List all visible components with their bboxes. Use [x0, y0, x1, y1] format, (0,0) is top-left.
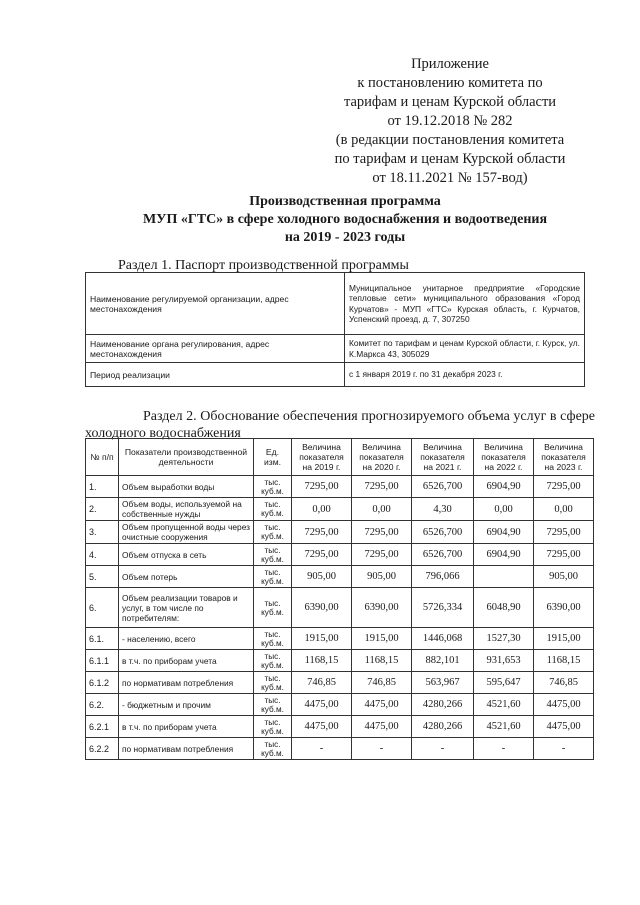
table-row [86, 694, 594, 716]
value-2020: 7295,00 [352, 544, 412, 566]
value-2020: 0,00 [352, 498, 412, 521]
appendix-line: к постановлению комитета по [357, 75, 543, 91]
passport-table [85, 272, 585, 387]
value-2023: 746,85 [534, 672, 594, 694]
row-number: 6.1.1 [86, 650, 119, 672]
value-2021: 6526,700 [412, 544, 474, 566]
row-number: 1. [86, 476, 119, 498]
value-2023: 1915,00 [534, 628, 594, 650]
indicator-name: - бюджетным и прочим [119, 694, 254, 716]
value-2022: 6048,90 [474, 588, 534, 628]
value-2021: 6526,700 [412, 521, 474, 544]
table-row [86, 544, 594, 566]
value-2019: 1915,00 [292, 628, 352, 650]
row-number: 6.1.2 [86, 672, 119, 694]
value-2023: 7295,00 [534, 521, 594, 544]
table-row [86, 716, 594, 738]
unit-cell: тыс. куб.м. [254, 521, 292, 544]
value-2019: 0,00 [292, 498, 352, 521]
header-cell: Показатели производственной деятельности [119, 439, 254, 476]
indicators-table [85, 438, 594, 760]
value-2022: 4521,60 [474, 694, 534, 716]
indicator-name: по нормативам потребления [119, 738, 254, 760]
table-row [86, 476, 594, 498]
row-number: 4. [86, 544, 119, 566]
passport-value: Комитет по тарифам и ценам Курской области, г. Курск, ул. К.Маркса 43, 305029 [345, 335, 585, 363]
indicator-name: Объем выработки воды [119, 476, 254, 498]
appendix-line: от 19.12.2018 № 282 [387, 113, 513, 129]
row-number: 6.1. [86, 628, 119, 650]
table-row [86, 650, 594, 672]
value-2021: 5726,334 [412, 588, 474, 628]
value-2019: 7295,00 [292, 521, 352, 544]
value-2022: 0,00 [474, 498, 534, 521]
appendix-block [300, 55, 600, 188]
value-2021: 1446,068 [412, 628, 474, 650]
passport-label: Наименование регулируемой организации, адрес местонахождения [86, 273, 345, 335]
unit-cell: тыс. куб.м. [254, 628, 292, 650]
value-2021: 6526,700 [412, 476, 474, 498]
appendix-line: по тарифам и ценам Курской области [334, 151, 566, 167]
value-2020: 1915,00 [352, 628, 412, 650]
table-row [86, 566, 594, 588]
value-2021: - [412, 738, 474, 760]
value-2021: 882,101 [412, 650, 474, 672]
value-2023: 1168,15 [534, 650, 594, 672]
value-2022: 6904,90 [474, 544, 534, 566]
value-2023: 7295,00 [534, 544, 594, 566]
value-2020: 4475,00 [352, 716, 412, 738]
value-2022: 4521,60 [474, 716, 534, 738]
value-2022: 6904,90 [474, 476, 534, 498]
unit-cell: тыс. куб.м. [254, 716, 292, 738]
value-2021: 4280,266 [412, 716, 474, 738]
value-2023: 6390,00 [534, 588, 594, 628]
table-row [86, 588, 594, 628]
title-line: МУП «ГТС» в сфере холодного водоснабжения и водоотведения [142, 212, 548, 227]
value-2021: 4280,266 [412, 694, 474, 716]
table-row [86, 628, 594, 650]
value-2020: 6390,00 [352, 588, 412, 628]
unit-cell: тыс. куб.м. [254, 544, 292, 566]
title-line: Производственная программа [249, 194, 441, 209]
unit-cell: тыс. куб.м. [254, 650, 292, 672]
value-2022: 1527,30 [474, 628, 534, 650]
value-2019: - [292, 738, 352, 760]
value-2020: 1168,15 [352, 650, 412, 672]
header-cell: Величина показателя на 2019 г. [292, 439, 352, 476]
unit-cell: тыс. куб.м. [254, 672, 292, 694]
value-2023: 4475,00 [534, 716, 594, 738]
value-2020: 746,85 [352, 672, 412, 694]
row-number: 6. [86, 588, 119, 628]
value-2019: 6390,00 [292, 588, 352, 628]
row-number: 3. [86, 521, 119, 544]
row-number: 5. [86, 566, 119, 588]
value-2019: 7295,00 [292, 544, 352, 566]
table-row [86, 672, 594, 694]
indicator-name: Объем пропущенной воды через очистные сооружения [119, 521, 254, 544]
value-2020: - [352, 738, 412, 760]
table-row [86, 738, 594, 760]
appendix-line: Приложение [411, 56, 489, 72]
unit-cell: тыс. куб.м. [254, 498, 292, 521]
unit-cell: тыс. куб.м. [254, 694, 292, 716]
value-2019: 905,00 [292, 566, 352, 588]
value-2019: 1168,15 [292, 650, 352, 672]
value-2023: 905,00 [534, 566, 594, 588]
indicator-name: в т.ч. по приборам учета [119, 716, 254, 738]
row-number: 6.2. [86, 694, 119, 716]
value-2023: - [534, 738, 594, 760]
indicator-name: по нормативам потребления [119, 672, 254, 694]
value-2022: 595,647 [474, 672, 534, 694]
table-row [86, 521, 594, 544]
header-cell: Величина показателя на 2021 г. [412, 439, 474, 476]
appendix-line: (в редакции постановления комитета [335, 132, 565, 148]
value-2020: 4475,00 [352, 694, 412, 716]
value-2022: 931,653 [474, 650, 534, 672]
unit-cell: тыс. куб.м. [254, 566, 292, 588]
indicator-name: в т.ч. по приборам учета [119, 650, 254, 672]
header-cell: № п/п [86, 439, 119, 476]
value-2023: 7295,00 [534, 476, 594, 498]
value-2020: 7295,00 [352, 476, 412, 498]
table-body [86, 476, 594, 760]
value-2022: 6904,90 [474, 521, 534, 544]
unit-cell: тыс. куб.м. [254, 588, 292, 628]
indicator-name: Объем реализации товаров и услуг, в том числе по потребителям: [119, 588, 254, 628]
value-2019: 7295,00 [292, 476, 352, 498]
row-number: 2. [86, 498, 119, 521]
value-2019: 4475,00 [292, 694, 352, 716]
unit-cell: тыс. куб.м. [254, 738, 292, 760]
passport-label: Наименование органа регулирования, адрес местонахождения [86, 335, 345, 363]
passport-label: Период реализации [86, 363, 345, 387]
header-cell: Величина показателя на 2023 г. [534, 439, 594, 476]
passport-value: Муниципальное унитарное предприятие «Городские тепловые сети» муниципального образования «Город Курчатов» - МУП «ГТС» Курская область, г. Курчатов, Успенский проезд, д. 7, 307250 [345, 273, 585, 335]
title-line: на 2019 - 2023 годы [284, 230, 406, 245]
row-number: 6.2.2 [86, 738, 119, 760]
value-2021: 4,30 [412, 498, 474, 521]
header-cell: Величина показателя на 2022 г. [474, 439, 534, 476]
passport-value: с 1 января 2019 г. по 31 декабря 2023 г. [345, 363, 585, 387]
section2-heading: Раздел 2. Обоснование обеспечения прогнозируемого объема услуг в сфере холодного водоснабжения [85, 409, 595, 441]
value-2023: 4475,00 [534, 694, 594, 716]
value-2020: 7295,00 [352, 521, 412, 544]
table-row [86, 498, 594, 521]
header-cell: Ед. изм. [254, 439, 292, 476]
value-2022: - [474, 738, 534, 760]
table-header-row [86, 439, 594, 476]
value-2020: 905,00 [352, 566, 412, 588]
indicator-name: Объем отпуска в сеть [119, 544, 254, 566]
section1-heading: Раздел 1. Паспорт производственной программы [118, 258, 409, 273]
indicator-name: Объем потерь [119, 566, 254, 588]
value-2023: 0,00 [534, 498, 594, 521]
appendix-line: от 18.11.2021 № 157-вод) [372, 170, 528, 186]
indicator-name: - населению, всего [119, 628, 254, 650]
unit-cell: тыс. куб.м. [254, 476, 292, 498]
value-2022 [474, 566, 534, 588]
value-2021: 563,967 [412, 672, 474, 694]
document-title [100, 193, 590, 247]
indicator-name: Объем воды, используемой на собственные нужды [119, 498, 254, 521]
header-cell: Величина показателя на 2020 г. [352, 439, 412, 476]
appendix-line: тарифам и ценам Курской области [343, 94, 557, 110]
value-2021: 796,066 [412, 566, 474, 588]
value-2019: 4475,00 [292, 716, 352, 738]
row-number: 6.2.1 [86, 716, 119, 738]
value-2019: 746,85 [292, 672, 352, 694]
